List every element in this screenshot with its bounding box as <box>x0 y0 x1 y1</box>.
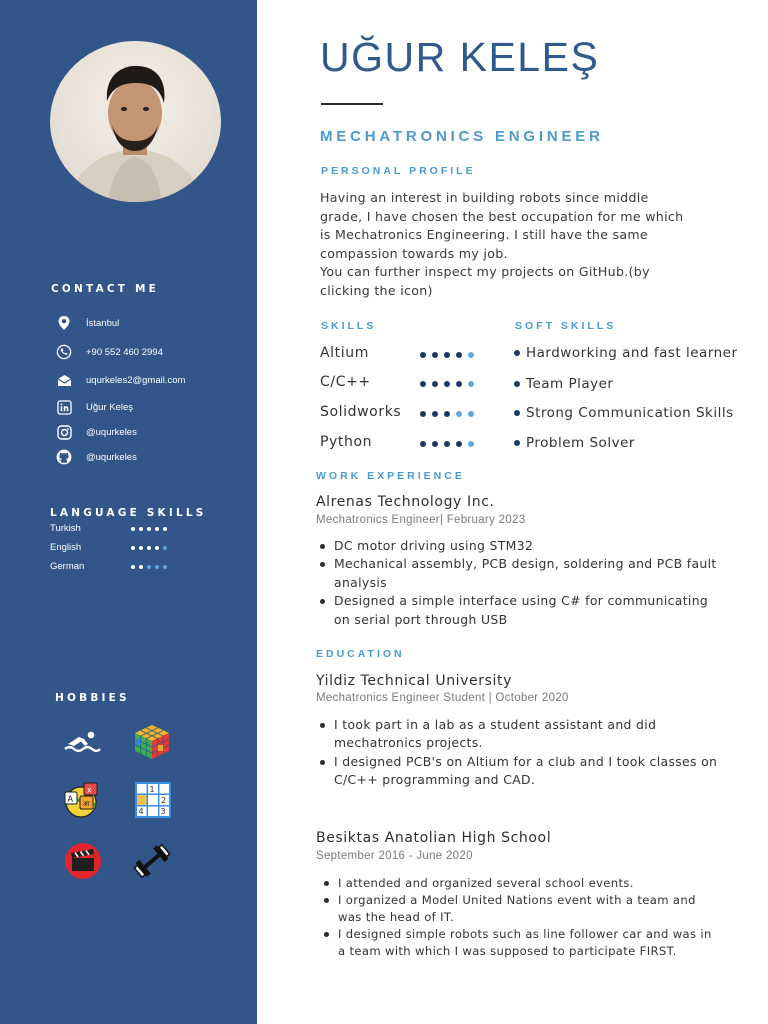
level-dot <box>420 381 426 387</box>
university-bullets <box>318 716 728 790</box>
level-dot <box>155 565 159 569</box>
level-dot <box>163 546 167 550</box>
rubiks-cube-icon <box>132 722 172 762</box>
skills-heading: SKILLS <box>321 320 377 332</box>
sudoku-icon <box>134 781 174 821</box>
language-level-dots <box>131 527 167 531</box>
sidebar <box>0 0 257 1024</box>
level-dot <box>444 381 450 387</box>
level-dot <box>139 565 143 569</box>
hobbies-heading: HOBBIES <box>55 692 130 704</box>
linkedin-icon <box>56 399 72 415</box>
contact-github-text[interactable]: @uqurkeles <box>86 451 137 463</box>
location-pin-icon <box>56 315 72 331</box>
skill-level-dots <box>420 381 474 387</box>
list-item: I designed simple robots such as line follower car and was in a team with which I was supposed to participate FIRST. <box>322 926 712 960</box>
profile-paragraph <box>320 189 720 301</box>
level-dot <box>131 546 135 550</box>
list-item: I organized a Model United Nations event with a team and was the head of IT. <box>322 892 712 926</box>
skill-name: Solidworks <box>320 404 402 420</box>
level-dot <box>468 441 474 447</box>
level-dot <box>432 381 438 387</box>
level-dot <box>468 381 474 387</box>
work-company: Alrenas Technology Inc. <box>316 494 495 510</box>
education-heading: EDUCATION <box>316 648 405 660</box>
bullet-icon <box>514 350 520 356</box>
contact-linkedin[interactable] <box>56 398 133 416</box>
skill-row <box>320 374 490 394</box>
level-dot <box>420 441 426 447</box>
contact-heading: CONTACT ME <box>51 283 160 295</box>
profile-line: clicking the icon) <box>320 282 433 298</box>
language-skills-heading: LANGUAGE SKILLS <box>50 507 207 519</box>
svg-text:2: 2 <box>161 796 167 805</box>
level-dot <box>468 411 474 417</box>
skill-name: Python <box>320 434 373 450</box>
language-row <box>50 561 190 575</box>
skill-name: C/C++ <box>320 374 371 390</box>
instagram-icon <box>56 424 72 440</box>
profile-line: is Mechatronics Engineering. I still have the same <box>320 227 648 243</box>
list-item: Designed a simple interface using C# for communicating on serial port through USB <box>318 592 728 629</box>
level-dot <box>432 352 438 358</box>
phone-icon <box>56 344 72 360</box>
level-dot <box>147 565 151 569</box>
work-position: Mechatronics Engineer| February 2023 <box>316 514 526 526</box>
personal-profile-heading: PERSONAL PROFILE <box>321 165 476 177</box>
soft-skill-item <box>514 403 734 423</box>
contact-location <box>56 314 120 332</box>
swimming-icon <box>62 722 102 762</box>
person-name: UĞUR KELEŞ <box>320 34 600 80</box>
contact-phone[interactable] <box>56 343 163 361</box>
skill-row <box>320 404 490 424</box>
soft-skill-item <box>514 374 613 394</box>
level-dot <box>456 441 462 447</box>
work-bullets <box>318 537 728 629</box>
contact-phone-text[interactable]: +90 552 460 2994 <box>86 346 163 358</box>
language-name: English <box>50 542 82 553</box>
list-item: I attended and organized several school events. <box>322 875 712 892</box>
language-level-dots <box>131 565 167 569</box>
contact-linkedin-text[interactable]: Uğur Keleş <box>86 401 133 413</box>
level-dot <box>468 352 474 358</box>
profile-line: grade, I have chosen the best occupation for me which <box>320 208 684 224</box>
skill-row <box>320 434 490 454</box>
soft-skill-text: Hardworking and fast learner <box>526 345 738 361</box>
contact-email-text[interactable]: uqurkeles2@gmail.com <box>86 374 186 386</box>
svg-text:3: 3 <box>160 807 166 816</box>
contact-instagram-text[interactable]: @uqurkeles <box>86 426 137 438</box>
dumbbell-icon <box>132 841 172 881</box>
level-dot <box>456 411 462 417</box>
svg-text:4: 4 <box>138 807 144 816</box>
profile-photo <box>50 41 221 202</box>
language-level-dots <box>131 546 167 550</box>
soft-skill-item <box>514 343 738 363</box>
language-row <box>50 523 190 537</box>
list-item: I designed PCB's on Altium for a club and I took classes on C/C++ programming and CAD. <box>318 753 728 790</box>
level-dot <box>456 381 462 387</box>
svg-text:आ: आ <box>82 800 90 808</box>
level-dot <box>131 527 135 531</box>
level-dot <box>131 565 135 569</box>
skill-level-dots <box>420 352 474 358</box>
languages-icon <box>62 780 102 820</box>
svg-text:x: x <box>87 785 92 795</box>
high-school-name: Besiktas Anatolian High School <box>316 830 552 846</box>
contact-github[interactable] <box>56 448 137 466</box>
contact-email[interactable] <box>56 371 186 389</box>
job-title: MECHATRONICS ENGINEER <box>320 128 604 145</box>
level-dot <box>139 527 143 531</box>
university-name: Yildiz Technical University <box>316 673 512 689</box>
level-dot <box>147 546 151 550</box>
level-dot <box>139 546 143 550</box>
email-icon <box>56 372 72 388</box>
level-dot <box>163 527 167 531</box>
level-dot <box>456 352 462 358</box>
bullet-icon <box>514 410 520 416</box>
skill-name: Altium <box>320 345 369 361</box>
cinema-icon <box>63 841 103 881</box>
soft-skill-text: Team Player <box>526 376 614 392</box>
high-school-bullets <box>322 875 712 960</box>
list-item: DC motor driving using STM32 <box>318 537 728 555</box>
soft-skills-heading: SOFT SKILLS <box>515 320 617 332</box>
svg-text:A: A <box>67 794 73 804</box>
bullet-icon <box>514 440 520 446</box>
contact-location-text: İstanbul <box>86 317 120 329</box>
profile-line: Having an interest in building robots since middle <box>320 190 649 205</box>
soft-skill-item <box>514 433 635 453</box>
list-item: I took part in a lab as a student assistant and did mechatronics projects. <box>318 716 728 753</box>
profile-line: You can further inspect my projects on GitHub.(by <box>320 264 650 280</box>
level-dot <box>432 441 438 447</box>
university-details: Mechatronics Engineer Student | October 2020 <box>316 692 569 704</box>
level-dot <box>444 441 450 447</box>
level-dot <box>420 411 426 417</box>
name-divider <box>321 103 383 105</box>
level-dot <box>163 565 167 569</box>
list-item: Mechanical assembly, PCB design, soldering and PCB fault analysis <box>318 555 728 592</box>
svg-text:1: 1 <box>149 785 155 794</box>
skill-level-dots <box>420 411 474 417</box>
level-dot <box>432 411 438 417</box>
skill-row <box>320 345 490 365</box>
soft-skill-text: Strong Communication Skills <box>526 405 734 421</box>
level-dot <box>155 546 159 550</box>
skill-level-dots <box>420 441 474 447</box>
level-dot <box>444 411 450 417</box>
github-icon <box>56 449 72 465</box>
level-dot <box>155 527 159 531</box>
language-row <box>50 542 190 556</box>
soft-skill-text: Problem Solver <box>526 435 635 451</box>
language-name: German <box>50 561 85 572</box>
bullet-icon <box>514 381 520 387</box>
work-experience-heading: WORK EXPERIENCE <box>316 470 465 482</box>
profile-line: compassion towards my job. <box>320 245 508 261</box>
level-dot <box>420 352 426 358</box>
level-dot <box>147 527 151 531</box>
level-dot <box>444 352 450 358</box>
high-school-details: September 2016 - June 2020 <box>316 850 473 862</box>
language-name: Turkish <box>50 523 81 534</box>
contact-instagram[interactable] <box>56 423 137 441</box>
